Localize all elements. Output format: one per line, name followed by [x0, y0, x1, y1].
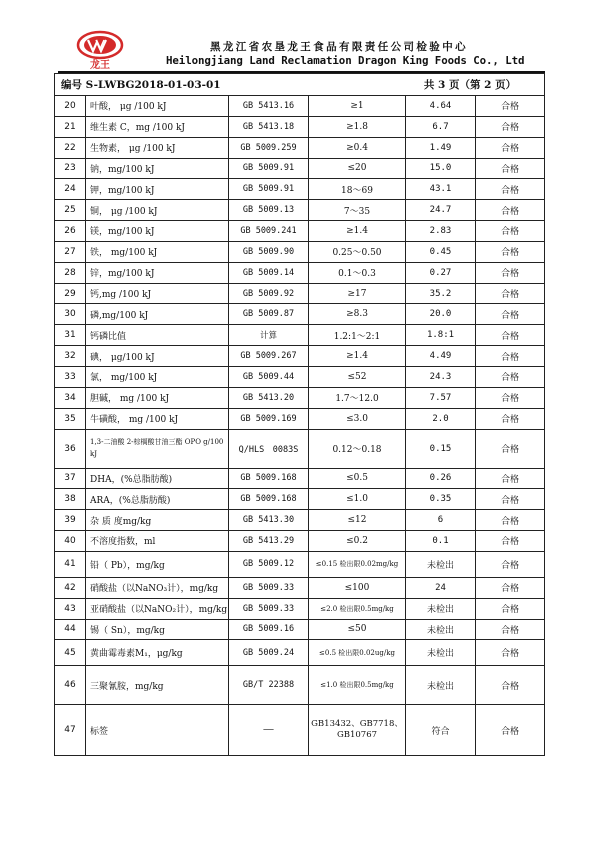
test-result: 2.83: [406, 221, 476, 242]
test-item: 钠，mg/100 kJ: [86, 158, 229, 179]
standard-requirement: ≤100: [309, 577, 406, 598]
test-item: 锡（ Sn），mg/kg: [86, 619, 229, 640]
standard-requirement: GB13432、GB7718、GB10767: [309, 705, 406, 756]
conclusion: 合格: [476, 221, 545, 242]
table-row: [55, 158, 545, 179]
standard-requirement: ≤0.5: [309, 468, 406, 489]
test-method: GB 5009.267: [229, 346, 309, 367]
row-number: 42: [55, 577, 86, 598]
standard-requirement: 1.2:1～2:1: [309, 325, 406, 346]
test-item: 标签: [86, 705, 229, 756]
row-number: 30: [55, 304, 86, 325]
standard-requirement: ≤3.0: [309, 408, 406, 429]
table-row: [55, 666, 545, 705]
test-result: 20.0: [406, 304, 476, 325]
standard-requirement: ≥8.3: [309, 304, 406, 325]
test-item: 镁，mg/100 kJ: [86, 221, 229, 242]
test-item: 钙,mg /100 kJ: [86, 283, 229, 304]
test-method: 计算: [229, 325, 309, 346]
table-row: [55, 429, 545, 468]
test-method: ——: [229, 705, 309, 756]
conclusion: 合格: [476, 179, 545, 200]
test-item: 锌，mg/100 kJ: [86, 262, 229, 283]
standard-requirement: 18～69: [309, 179, 406, 200]
test-method: GB 5009.87: [229, 304, 309, 325]
row-number: 40: [55, 531, 86, 552]
standard-requirement: ≤1.0 检出限0.5mg/kg: [309, 666, 406, 705]
conclusion: 合格: [476, 468, 545, 489]
table-row: [55, 489, 545, 510]
row-number: 33: [55, 366, 86, 387]
table-row: [55, 200, 545, 221]
row-number: 43: [55, 598, 86, 619]
standard-requirement: ≤1.0: [309, 489, 406, 510]
row-number: 20: [55, 96, 86, 117]
dragon-king-logo-icon: [66, 30, 136, 70]
row-number: 34: [55, 387, 86, 408]
test-item: 维生素 C，mg /100 kJ: [86, 116, 229, 137]
table-row: [55, 551, 545, 577]
test-item: 磷,mg/100 kJ: [86, 304, 229, 325]
test-item: 不溶度指数，ml: [86, 531, 229, 552]
test-method: GB 5009.169: [229, 408, 309, 429]
standard-requirement: ≤52: [309, 366, 406, 387]
conclusion: 合格: [476, 158, 545, 179]
row-number: 21: [55, 116, 86, 137]
row-number: 25: [55, 200, 86, 221]
standard-requirement: 0.1～0.3: [309, 262, 406, 283]
test-item: 铁， mg/100 kJ: [86, 241, 229, 262]
conclusion: 合格: [476, 366, 545, 387]
conclusion: 合格: [476, 241, 545, 262]
conclusion: 合格: [476, 96, 545, 117]
row-number: 27: [55, 241, 86, 262]
conclusion: 合格: [476, 640, 545, 666]
test-method: GB 5009.14: [229, 262, 309, 283]
row-number: 38: [55, 489, 86, 510]
standard-requirement: ≥1: [309, 96, 406, 117]
conclusion: 合格: [476, 510, 545, 531]
conclusion: 合格: [476, 705, 545, 756]
standard-requirement: ≤12: [309, 510, 406, 531]
table-row: [55, 531, 545, 552]
conclusion: 合格: [476, 387, 545, 408]
test-result: 未检出: [406, 640, 476, 666]
row-number: 22: [55, 137, 86, 158]
table-row: [55, 619, 545, 640]
logo-text: 龙王: [90, 60, 110, 70]
company-name-en: Heilongjiang Land Reclamation Dragon King Foods Co., Ltd: [166, 54, 525, 67]
test-result: 24.7: [406, 200, 476, 221]
conclusion: 合格: [476, 489, 545, 510]
test-result: 24: [406, 577, 476, 598]
table-row: [55, 241, 545, 262]
table-row: [55, 366, 545, 387]
table-row: [55, 325, 545, 346]
conclusion: 合格: [476, 619, 545, 640]
row-number: 47: [55, 705, 86, 756]
document-info-row: [55, 74, 545, 96]
row-number: 23: [55, 158, 86, 179]
standard-requirement: ≥0.4: [309, 137, 406, 158]
test-result: 24.3: [406, 366, 476, 387]
test-method: Q/HLS 0083S: [229, 429, 309, 468]
test-result: 1.49: [406, 137, 476, 158]
test-result: 43.1: [406, 179, 476, 200]
conclusion: 合格: [476, 531, 545, 552]
report-header: [58, 30, 548, 76]
test-result: 未检出: [406, 551, 476, 577]
test-method: GB 5009.91: [229, 179, 309, 200]
table-row: [55, 262, 545, 283]
row-number: 28: [55, 262, 86, 283]
row-number: 41: [55, 551, 86, 577]
test-method: GB 5009.13: [229, 200, 309, 221]
standard-requirement: ≤50: [309, 619, 406, 640]
standard-requirement: ≥17: [309, 283, 406, 304]
standard-requirement: 0.12～0.18: [309, 429, 406, 468]
conclusion: 合格: [476, 577, 545, 598]
table-row: [55, 408, 545, 429]
table-row: [55, 598, 545, 619]
table-row: [55, 283, 545, 304]
test-result: 符合: [406, 705, 476, 756]
conclusion: 合格: [476, 200, 545, 221]
test-method: GB 5009.168: [229, 489, 309, 510]
test-method: GB 5413.20: [229, 387, 309, 408]
test-item: 三聚氰胺，mg/kg: [86, 666, 229, 705]
table-row: [55, 387, 545, 408]
test-item: 牛磺酸， mg /100 kJ: [86, 408, 229, 429]
test-item: 亚硝酸盐（以NaNO₂计），mg/kg: [86, 598, 229, 619]
row-number: 39: [55, 510, 86, 531]
test-result: 4.64: [406, 96, 476, 117]
test-method: GB/T 22388: [229, 666, 309, 705]
test-item: 杂 质 度mg/kg: [86, 510, 229, 531]
test-result: 0.1: [406, 531, 476, 552]
test-method: GB 5009.44: [229, 366, 309, 387]
table-row: [55, 577, 545, 598]
table-row: [55, 179, 545, 200]
test-result: 15.0: [406, 158, 476, 179]
standard-requirement: ≤0.5 检出限0.02ug/kg: [309, 640, 406, 666]
test-result: 1.8:1: [406, 325, 476, 346]
row-number: 37: [55, 468, 86, 489]
test-item: 1,3-二油酸 2-棕榈酸甘油三酯 OPO g/100 kJ: [86, 429, 229, 468]
row-number: 36: [55, 429, 86, 468]
page-indicator: 共 3 页（第 2 页）: [423, 79, 517, 91]
row-number: 35: [55, 408, 86, 429]
test-method: GB 5413.29: [229, 531, 309, 552]
test-method: GB 5413.30: [229, 510, 309, 531]
test-item: 叶酸， μg /100 kJ: [86, 96, 229, 117]
test-result: 0.26: [406, 468, 476, 489]
conclusion: 合格: [476, 666, 545, 705]
conclusion: 合格: [476, 262, 545, 283]
table-row: [55, 510, 545, 531]
test-method: GB 5009.24: [229, 640, 309, 666]
conclusion: 合格: [476, 598, 545, 619]
test-result: 7.57: [406, 387, 476, 408]
test-item: 硝酸盐（以NaNO₃计），mg/kg: [86, 577, 229, 598]
test-result: 0.27: [406, 262, 476, 283]
row-number: 45: [55, 640, 86, 666]
test-method: GB 5009.92: [229, 283, 309, 304]
standard-requirement: ≤0.2: [309, 531, 406, 552]
table-row: [55, 346, 545, 367]
test-item: 黄曲霉毒素M₁，μg/kg: [86, 640, 229, 666]
test-item: 钾，mg/100 kJ: [86, 179, 229, 200]
test-item: 氯， mg/100 kJ: [86, 366, 229, 387]
conclusion: 合格: [476, 408, 545, 429]
test-method: GB 5009.259: [229, 137, 309, 158]
test-method: GB 5009.168: [229, 468, 309, 489]
test-result: 6.7: [406, 116, 476, 137]
standard-requirement: ≥1.4: [309, 346, 406, 367]
table-row: [55, 705, 545, 756]
standard-requirement: ≤0.15 检出限0.02mg/kg: [309, 551, 406, 577]
conclusion: 合格: [476, 304, 545, 325]
conclusion: 合格: [476, 116, 545, 137]
conclusion: 合格: [476, 551, 545, 577]
test-result: 未检出: [406, 666, 476, 705]
test-results-table: [54, 73, 545, 756]
row-number: 32: [55, 346, 86, 367]
company-name-cn: 黑龙江省农垦龙王食品有限责任公司检验中心: [210, 41, 468, 53]
test-item: 铅（ Pb），mg/kg: [86, 551, 229, 577]
document-number: 编号 S-LWBG2018-01-03-01: [61, 79, 221, 91]
standard-requirement: 7～35: [309, 200, 406, 221]
table-row: [55, 137, 545, 158]
test-item: 钙磷比值: [86, 325, 229, 346]
standard-requirement: 1.7～12.0: [309, 387, 406, 408]
row-number: 29: [55, 283, 86, 304]
test-item: 铜， μg /100 kJ: [86, 200, 229, 221]
standard-requirement: 0.25～0.50: [309, 241, 406, 262]
standard-requirement: ≤20: [309, 158, 406, 179]
test-method: GB 5413.16: [229, 96, 309, 117]
test-item: DHA，(%总脂肪酸): [86, 468, 229, 489]
test-item: 碘， μg/100 kJ: [86, 346, 229, 367]
row-number: 31: [55, 325, 86, 346]
test-result: 未检出: [406, 598, 476, 619]
test-result: 2.0: [406, 408, 476, 429]
test-result: 35.2: [406, 283, 476, 304]
table-row: [55, 221, 545, 242]
test-item: 生物素， μg /100 kJ: [86, 137, 229, 158]
conclusion: 合格: [476, 283, 545, 304]
test-method: GB 5009.90: [229, 241, 309, 262]
table-row: [55, 640, 545, 666]
test-result: 0.15: [406, 429, 476, 468]
standard-requirement: ≥1.4: [309, 221, 406, 242]
test-method: GB 5009.12: [229, 551, 309, 577]
test-method: GB 5009.241: [229, 221, 309, 242]
test-method: GB 5009.33: [229, 598, 309, 619]
row-number: 24: [55, 179, 86, 200]
test-method: GB 5009.33: [229, 577, 309, 598]
test-result: 0.45: [406, 241, 476, 262]
test-item: ARA，(%总脂肪酸): [86, 489, 229, 510]
conclusion: 合格: [476, 137, 545, 158]
standard-requirement: ≥1.8: [309, 116, 406, 137]
table-row: [55, 468, 545, 489]
test-method: GB 5009.91: [229, 158, 309, 179]
table-row: [55, 96, 545, 117]
standard-requirement: ≤2.0 检出限0.5mg/kg: [309, 598, 406, 619]
test-result: 6: [406, 510, 476, 531]
conclusion: 合格: [476, 429, 545, 468]
table-row: [55, 304, 545, 325]
test-result: 4.49: [406, 346, 476, 367]
table-row: [55, 116, 545, 137]
row-number: 44: [55, 619, 86, 640]
conclusion: 合格: [476, 325, 545, 346]
test-item: 胆碱， mg /100 kJ: [86, 387, 229, 408]
row-number: 26: [55, 221, 86, 242]
row-number: 46: [55, 666, 86, 705]
test-result: 0.35: [406, 489, 476, 510]
conclusion: 合格: [476, 346, 545, 367]
test-method: GB 5009.16: [229, 619, 309, 640]
test-result: 未检出: [406, 619, 476, 640]
test-method: GB 5413.18: [229, 116, 309, 137]
